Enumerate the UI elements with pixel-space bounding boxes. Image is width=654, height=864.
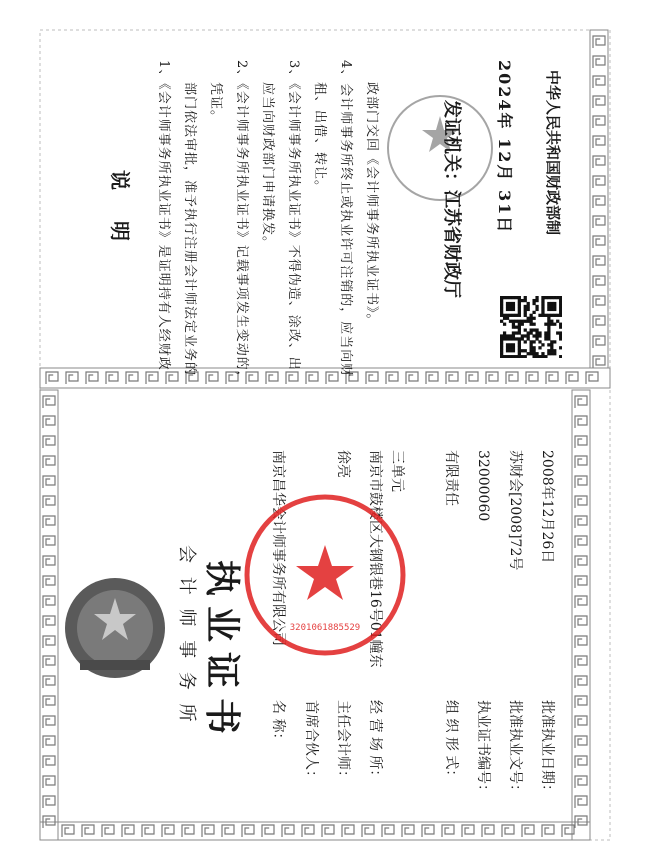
explanation-item: 4、会计师事务所终止或执业许可注销的，应当向财 xyxy=(338,60,353,378)
issue-date: 2024年 12月 31日 xyxy=(495,60,514,235)
issuer: 发证机关：江苏省财政厅 xyxy=(441,100,462,298)
license-field-value: 徐亮 xyxy=(335,450,351,478)
license-field-label: 经 营 场 所： xyxy=(367,700,383,784)
explanation-item: 2、《会计师事务所执业证书》记载事项发生变动的， xyxy=(234,60,249,385)
license-field-label: 组 织 形 式： xyxy=(443,700,459,784)
license-field-value: 2008年12月26日 xyxy=(539,450,555,564)
explanation-item: 1、《会计师事务所执业证书》是证明持有人经财政 xyxy=(156,60,171,371)
explanation-item: 租、出借、转让。 xyxy=(312,82,327,195)
license-field-label: 批准执业文号： xyxy=(507,700,523,798)
explanation-item: 凭证。 xyxy=(208,82,223,125)
license-field-value: 南京市鼓楼区大钢银巷16号01幢东 xyxy=(367,450,383,668)
license-field-label: 首席合伙人： xyxy=(303,700,319,784)
company-stamp xyxy=(240,490,410,660)
national-emblem-icon xyxy=(60,568,170,688)
issuer-seal xyxy=(380,88,500,208)
license-field-label: 主任会计师： xyxy=(335,700,351,784)
license-header-small: 会 计 师 事 务 所 xyxy=(176,545,197,726)
stamp-number: 3201061885529 xyxy=(289,623,361,633)
license-field-value: 有限责任 xyxy=(443,450,459,506)
explanation-item: 3、《会计师事务所执业证书》不得伪造、涂改、出 xyxy=(286,60,301,371)
license-field-label: 批准执业日期： xyxy=(539,700,555,798)
license-field-label: 执业证书编号： xyxy=(475,700,491,798)
explanation-title: 说 明 xyxy=(108,170,132,253)
license-field-label: 名 称： xyxy=(270,700,286,747)
license-field-value: 32000060 xyxy=(475,450,491,522)
license-field-value: 苏财会[2008]72号 xyxy=(507,450,523,571)
license-header-big: 执业证书 xyxy=(201,560,243,745)
ministry-label: 中华人民共和国财政部制 xyxy=(544,70,562,236)
license-field-value: 南京昌华会计师事务所有限公司 xyxy=(270,450,286,646)
qr-code xyxy=(500,296,562,358)
license-field-value: 三单元 xyxy=(389,450,405,492)
explanation-item: 应当向财政部门申请换发。 xyxy=(260,82,275,251)
explanation-item: 部门依法审批，准予执行注册会计师法定业务的 xyxy=(182,82,197,377)
explanation-item: 政部门交回《会计师事务所执业证书》。 xyxy=(364,82,379,328)
